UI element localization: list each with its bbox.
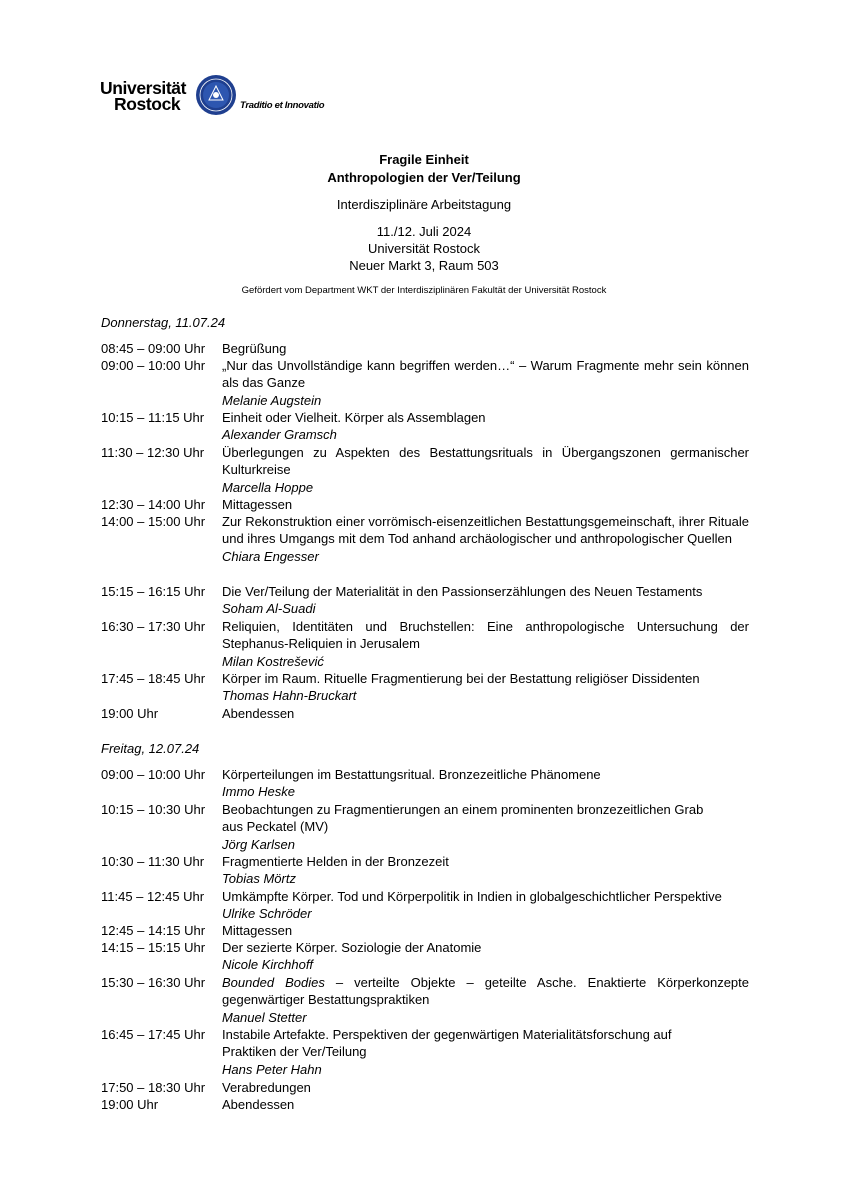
funding-note: Gefördert vom Department WKT der Interdisziplinären Fakultät der Universität Rostock [241, 285, 607, 296]
session-title: Der sezierte Körper. Soziologie der Anatomie [222, 940, 482, 955]
session-time: 09:00 – 10:00 Uhr [101, 767, 206, 782]
session-title: Die Ver/Teilung der Materialität in den Passionserzählungen des Neuen Testaments [222, 584, 703, 599]
session-title: Einheit oder Vielheit. Körper als Assemblagen [222, 410, 486, 425]
session-time: 10:15 – 11:15 Uhr [101, 410, 205, 425]
session-title: Körperteilungen im Bestattungsritual. Bronzezeitliche Phänomene [222, 767, 601, 782]
conference-title: Fragile Einheit [379, 152, 469, 167]
session-time: 15:15 – 16:15 Uhr [101, 584, 206, 599]
session-title: Abendessen [222, 1097, 295, 1112]
session-speaker: Soham Al-Suadi [222, 601, 316, 617]
session-title-italic: Bounded Bodies [222, 975, 325, 990]
session-speaker: Hans Peter Hahn [222, 1061, 322, 1077]
session-speaker: Marcella Hoppe [222, 479, 314, 495]
session-title: Körper im Raum. Rituelle Fragmentierung bei der Bestattung religiöser Dissidenten [222, 671, 700, 686]
session-title: Mittagessen [222, 923, 293, 938]
session-speaker: Tobias Mörtz [222, 871, 296, 887]
session-title: Beobachtungen zu Fragmentierungen an einem prominenten bronzezeitlichen Grab aus Peckatel (MV) [222, 802, 704, 835]
university-seal-icon [195, 74, 237, 116]
session-time: 16:45 – 17:45 Uhr [101, 1027, 206, 1042]
event-type: Interdisziplinäre Arbeitstagung [336, 197, 512, 212]
session-title: Instabile Artefakte. Perspektiven der gegenwärtigen Materialitätsforschung auf Praktiken der Ver/Teilung [222, 1027, 672, 1060]
session-time: 11:30 – 12:30 Uhr [101, 445, 205, 460]
session-title: Umkämpfte Körper. Tod und Körperpolitik in Indien in globalgeschichtlicher Perspektive [222, 889, 722, 904]
session-speaker: Ulrike Schröder [222, 906, 312, 922]
session-speaker: Nicole Kirchhoff [222, 957, 314, 973]
logo-name-line1: Universität [100, 78, 187, 98]
session-time: 15:30 – 16:30 Uhr [101, 975, 206, 990]
session-time: 17:45 – 18:45 Uhr [101, 671, 206, 686]
university-logo [100, 74, 325, 120]
session-speaker: Thomas Hahn-Bruckart [222, 688, 357, 704]
session-speaker: Immo Heske [222, 784, 295, 800]
session-title-rest: – verteilte Objekte – geteilte Asche. Enaktierte Körperkonzepte gegenwärtiger Bestattungspraktiken [222, 975, 749, 1008]
day1-heading: Donnerstag, 11.07.24 [101, 315, 226, 330]
session-time: 19:00 Uhr [101, 706, 159, 721]
session-time: 14:00 – 15:00 Uhr [101, 514, 206, 529]
session-time: 17:50 – 18:30 Uhr [101, 1080, 206, 1095]
session-time: 16:30 – 17:30 Uhr [101, 619, 206, 634]
session-time: 11:45 – 12:45 Uhr [101, 889, 205, 904]
session-time: 14:15 – 15:15 Uhr [101, 940, 206, 955]
session-title: Begrüßung [222, 341, 287, 356]
session-time: 10:30 – 11:30 Uhr [101, 854, 205, 869]
event-address: Neuer Markt 3, Raum 503 [349, 258, 499, 273]
logo-motto: Traditio et Innovatio [240, 100, 325, 111]
session-time: 09:00 – 10:00 Uhr [101, 358, 206, 373]
event-venue: Universität Rostock [368, 241, 480, 256]
session-time: 19:00 Uhr [101, 1097, 159, 1112]
conference-subtitle: Anthropologien der Ver/Teilung [327, 170, 521, 185]
session-speaker: Milan Kostrešević [222, 653, 324, 669]
session-time: 12:45 – 14:15 Uhr [101, 923, 206, 938]
session-time: 12:30 – 14:00 Uhr [101, 497, 206, 512]
session-title: Mittagessen [222, 497, 293, 512]
session-title: „Nur das Unvollständige kann begriffen werden…“ – Warum Fragmente mehr sein können als das Ganze [222, 358, 749, 391]
session-time: 10:15 – 10:30 Uhr [101, 802, 206, 817]
session-speaker: Chiara Engesser [222, 548, 319, 564]
session-title: Abendessen [222, 706, 295, 721]
session-speaker: Melanie Augstein [222, 392, 322, 408]
session-title: Fragmentierte Helden in der Bronzezeit [222, 854, 449, 869]
session-title [222, 974, 749, 1009]
session-time: 08:45 – 09:00 Uhr [101, 341, 206, 356]
session-title: Reliquien, Identitäten und Bruchstellen: Eine anthropologische Untersuchung der Stephanus-Reliquien in Jerusalem [222, 619, 749, 652]
session-title: Verabredungen [222, 1080, 311, 1095]
day2-heading: Freitag, 12.07.24 [101, 741, 200, 756]
session-title: Zur Rekonstruktion einer vorrömisch-eisenzeitlichen Bestattungsgemeinschaft, ihrer Rituale und ihres Umgangs mit dem Tod anhand archäologischer und anthropologischer Quellen [222, 514, 749, 547]
session-speaker: Manuel Stetter [222, 1009, 307, 1025]
session-speaker: Alexander Gramsch [222, 427, 337, 443]
logo-name-line2: Rostock [114, 94, 181, 114]
session-speaker: Jörg Karlsen [222, 836, 295, 852]
event-date: 11./12. Juli 2024 [376, 224, 472, 239]
session-title: Überlegungen zu Aspekten des Bestattungsrituals in Übergangszonen germanischer Kulturkreise [222, 445, 749, 478]
